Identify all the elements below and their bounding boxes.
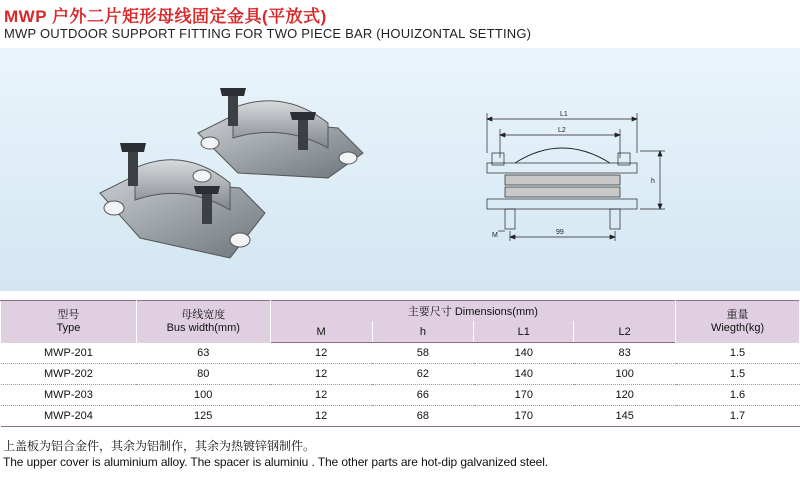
spec-table <box>0 300 800 427</box>
cell-type: MWP-202 <box>1 364 137 385</box>
cell-l1: 140 <box>474 343 574 364</box>
fitting-back <box>198 88 363 178</box>
cell-h: 58 <box>372 343 474 364</box>
table-row <box>1 406 800 427</box>
label-m: M <box>492 232 498 239</box>
header-h: h <box>372 321 474 343</box>
header-l2: L2 <box>574 321 676 343</box>
material-note-cn: 上盖板为铝合金件，其余为铝制作，其余为热镀锌钢制件。 <box>3 439 316 453</box>
cell-m: 12 <box>270 343 372 364</box>
header-bus-width: 母线宽度 Bus width(mm) <box>136 301 270 343</box>
cell-bus: 125 <box>136 406 270 427</box>
cell-m: 12 <box>270 385 372 406</box>
cell-bus: 63 <box>136 343 270 364</box>
label-l1: L1 <box>560 111 568 118</box>
cell-l1: 170 <box>474 406 574 427</box>
table-row <box>1 343 800 364</box>
material-note-en: The upper cover is aluminium alloy. The spacer is aluminiu . The other parts are hot-dip galvanized steel. <box>3 455 549 469</box>
cell-m: 12 <box>270 364 372 385</box>
technical-drawing <box>470 103 670 263</box>
cell-m: 12 <box>270 406 372 427</box>
label-h: h <box>651 178 655 185</box>
cell-type: MWP-204 <box>1 406 137 427</box>
cell-type: MWP-203 <box>1 385 137 406</box>
header-l1: L1 <box>474 321 574 343</box>
table-row <box>1 364 800 385</box>
cell-type: MWP-201 <box>1 343 137 364</box>
cell-weight: 1.7 <box>676 406 800 427</box>
cell-l2: 100 <box>574 364 676 385</box>
label-l2: L2 <box>558 127 566 134</box>
header-type: 型号 Type <box>1 301 137 343</box>
page-title-en: MWP OUTDOOR SUPPORT FITTING FOR TWO PIECE BAR (HOUIZONTAL SETTING) <box>4 26 532 41</box>
header-dimensions: 主要尺寸 Dimensions(mm) <box>270 301 675 322</box>
cell-l2: 120 <box>574 385 676 406</box>
cell-l2: 83 <box>574 343 676 364</box>
cell-h: 68 <box>372 406 474 427</box>
cell-l1: 140 <box>474 364 574 385</box>
table-row <box>1 385 800 406</box>
cell-weight: 1.6 <box>676 385 800 406</box>
cell-h: 62 <box>372 364 474 385</box>
cell-weight: 1.5 <box>676 343 800 364</box>
cell-l1: 170 <box>474 385 574 406</box>
cell-weight: 1.5 <box>676 364 800 385</box>
label-99: 99 <box>556 229 564 236</box>
figure-panel <box>0 48 800 291</box>
cell-bus: 80 <box>136 364 270 385</box>
cell-bus: 100 <box>136 385 270 406</box>
page-title-cn: MWP 户外二片矩形母线固定金具(平放式) <box>4 7 327 26</box>
header-m: M <box>270 321 372 343</box>
cell-l2: 145 <box>574 406 676 427</box>
product-photo <box>70 68 370 273</box>
cell-h: 66 <box>372 385 474 406</box>
header-weight: 重量 Wiegth(kg) <box>676 301 800 343</box>
